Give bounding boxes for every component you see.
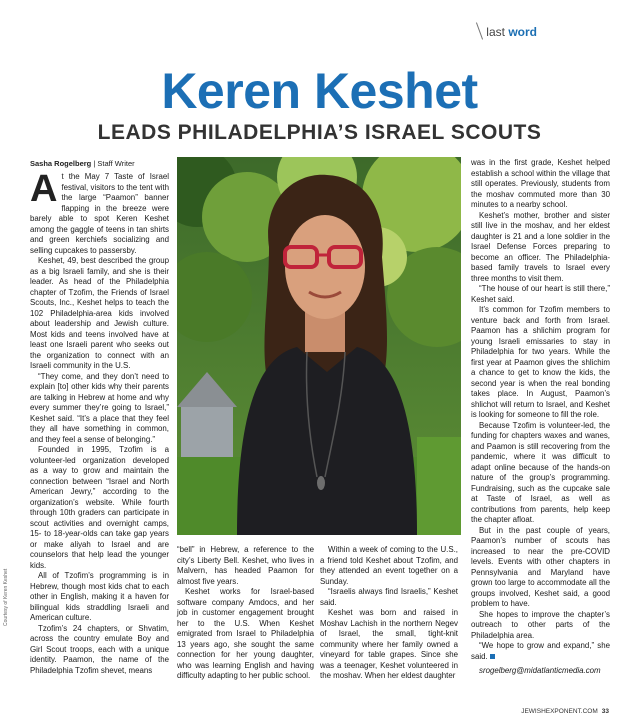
article-column-4 (471, 158, 610, 677)
paragraph (30, 168, 169, 256)
paragraph-final (471, 641, 610, 662)
paragraph: All of Tzofim’s programming is in Hebrew, though most kids chat to each other in English, making it a haven for bilingual kids straddling Israeli and American culture. (30, 571, 169, 622)
article-column-1 (30, 168, 169, 676)
paragraph: Founded in 1995, Tzofim is a volunteer-led organization developed as a way to grow and maintain the connection between “Israel and North American Jewry,” according to the organization’s website. While fourth through 10th graders can participate in scout activities and overnight camps, 15- to 18-year-olds can take gap years or make aliyah to Israel and are counselors that help lead the younger kids. (30, 445, 169, 570)
portrait-photo (177, 157, 461, 535)
paragraph: “bell” in Hebrew, a reference to the city’s Liberty Bell. Keshet, who lives in Malvern, has headed Paamon for almost five years. (177, 545, 314, 586)
portrait-illustration (177, 157, 461, 535)
paragraph: “Israelis always find Israelis,” Keshet said. (320, 587, 458, 607)
article-title: Keren Keshet (161, 63, 478, 119)
end-mark-icon (490, 654, 495, 659)
paragraph: It’s common for Tzofim members to venture back and forth from Israel. Paamon has a shlichim program for young Israeli emissaries to stay in Philadelphia for two years. While the first year at Paamon gives the shlichim a chance to get to know the kids, the second year is when the real bonding takes place. In August, Paamon’s shlichot will return to Israel, and Keshet is looking for someone to fill the role. (471, 305, 610, 419)
paragraph: Because Tzofim is volunteer-led, the funding for chapters waxes and wanes, and Paamon is still recovering from the pandemic, where it was difficult to adapt online because of the hands-on nature of the group’s programming. Fundraising, such as the cupcake sale at Taste of Israel, as well as contributions from parents, help keep the chapter afloat. (471, 420, 610, 524)
paragraph: “They come, and they don’t need to explain [to] other kids why their parents are talking in Hebrew at home and why every summer they’re going to Israel,” Keshet said. “It’s a place that they feel they all have something in common, and they feel a sense of belonging.” (30, 371, 169, 444)
paragraph: Keshet’s mother, brother and sister still live in the moshav, and her eldest daughter is 21 and a lone soldier in the Israel Defense Forces preparing to become an officer. The Philadelphia-based family travels to Israel every three months to visit them. (471, 210, 610, 283)
byline-author: Sasha Rogelberg (30, 159, 92, 168)
paragraph-text: “We hope to grow and expand,” she said. (471, 641, 610, 661)
photo-credit: Courtesy of Keren Keshet (3, 568, 9, 626)
paragraph: “The house of our heart is still there,” Keshet said. (471, 284, 610, 304)
paragraph: But in the past couple of years, Paamon’s number of scouts has increased to near the pre-COVID levels. Events with other chapters in Pennsylvania and Maryland have grown too large to accommodate all the groups involved, Keshet said, a good problem to have. (471, 525, 610, 608)
section-word-last: last (486, 25, 505, 39)
paragraph: Tzofim’s 24 chapters, or Shvatim, across the country emulate Boy and Girl Scout troops, each with a unique identity. Paamon, the name of the Philadelphia Tzofim shevet, means (30, 623, 169, 675)
paragraph-text: t the May 7 Taste of Israel festival, visitors to the tent with the large “Paamon” banner flapping in the breeze were barely able to spot Keren Keshet among the gaggle of teens in tan shirts and green kerchiefs socializing and selling cupcakes to passersby. (30, 172, 169, 255)
article-subtitle: LEADS PHILADELPHIA’S ISRAEL SCOUTS (97, 121, 542, 144)
drop-cap: A (30, 168, 58, 210)
page-number: 33 (601, 708, 609, 715)
page-footer (521, 708, 609, 715)
byline (30, 159, 135, 168)
paragraph: Keshet was born and raised in Moshav Lachish in the northern Negev of Israel, the small, tight-knit community where her family owned a vineyard for table grapes. Since she was a teenager, Keshet volunteered in the moshav. When her eldest daughter (320, 608, 458, 680)
paragraph: was in the first grade, Keshet helped establish a school within the village that still operates. Previously, students from the moshav commuted more than 30 minutes to a nearby school. (471, 158, 610, 209)
section-word-word: word (508, 25, 537, 39)
paragraph: Keshet works for Israel-based software company Amdocs, and her job in customer engagement brought her to the U.S. When Keshet emigrated from Israel to Philadelphia 13 years ago, she sought the same connection for her young daughter, who was learning English and having difficulty adapting to her public school. (177, 587, 314, 680)
footer-site[interactable]: JEWISHEXPONENT.COM (521, 708, 598, 715)
paragraph: She hopes to improve the chapter’s outreach to other parts of the Philadelphia area. (471, 609, 610, 640)
author-email[interactable]: srogelberg@midatlanticmedia.com (479, 666, 601, 675)
section-label (479, 22, 537, 40)
paragraph: Within a week of coming to the U.S., a friend told Keshet about Tzofim, and they attended an event together on a Sunday. (320, 545, 458, 586)
paragraph: Keshet, 49, best described the group as a big Israeli family, and she is their leader. As head of the Philadelphia chapter of Tzofim, the Friends of Israel Scouts, Inc., Keshet helps to teach the 102 Philadelphia-area kids involved about leadership and Jewish culture. Most kids and teens involved have at least one Israeli parent who seeks out the organization to connect with an Israeli community in the U.S. (30, 256, 169, 370)
article-column-2 (177, 545, 314, 682)
slash-divider (476, 22, 483, 39)
byline-role: | Staff Writer (91, 159, 135, 168)
article-column-3 (320, 545, 458, 682)
